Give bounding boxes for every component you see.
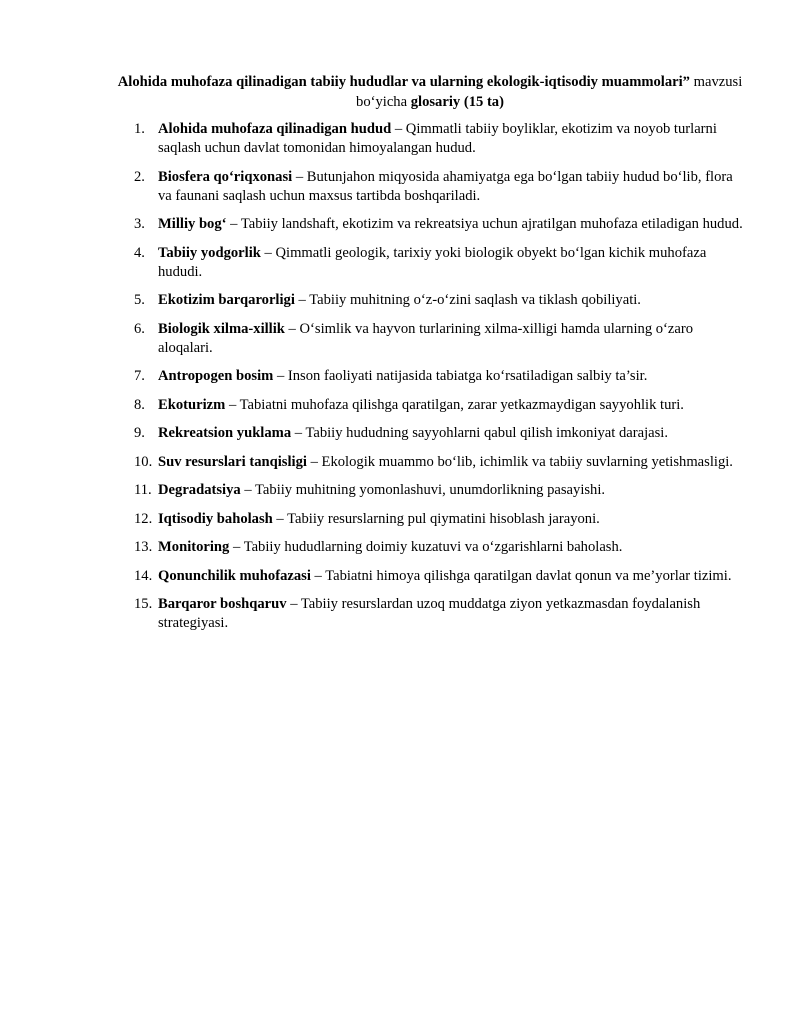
glossary-term: Alohida muhofaza qilinadigan hudud (158, 121, 392, 137)
glossary-item-number: 15. (134, 596, 153, 612)
glossary-item (0, 396, 800, 415)
glossary-term: Antropogen bosim (158, 368, 274, 384)
glossary-term: Ekotizim barqarorligi (158, 292, 295, 308)
glossary-definition: – Tabiatni himoya qilishga qaratilgan davlat qonun va me’yorlar tizimi. (310, 567, 732, 584)
glossary-term: Barqaror boshqaruv (158, 596, 287, 612)
glossary-item-number: 11. (134, 482, 152, 498)
glossary-item-number: 8. (134, 396, 145, 413)
glossary-item (0, 367, 800, 386)
glossary-list (0, 120, 800, 643)
document-title (100, 73, 760, 112)
glossary-item-number: 13. (134, 539, 153, 555)
glossary-item-number: 9. (134, 425, 145, 441)
glossary-item (0, 320, 800, 358)
glossary-item (0, 168, 800, 206)
glossary-definition: – Ekologik muammo bo‘lib, ichimlik va tabiiy suvlarning yetishmasligi. (306, 453, 733, 470)
glossary-item (0, 538, 800, 557)
glossary-definition: – Tabiatni muhofaza qilishga qaratilgan, zarar yetkazmaydigan sayyohlik turi. (225, 396, 684, 413)
glossary-item-number: 4. (134, 244, 145, 261)
glossary-item-number: 10. (134, 453, 153, 470)
glossary-item (0, 244, 800, 282)
glossary-definition: – Tabiiy resurslardan uzoq muddatga ziyon yetkazmasdan foydalanish strategiyasi. (158, 596, 701, 631)
glossary-definition: – Tabiiy muhitning o‘z-o‘zini saqlash va tiklash qobiliyati. (294, 292, 641, 308)
glossary-term: Tabiiy yodgorlik (158, 244, 261, 261)
glossary-term: Iqtisodiy baholash (158, 510, 273, 527)
title-normal-part: mavzusi bo‘yicha (356, 74, 743, 110)
glossary-item (0, 120, 800, 158)
glossary-item-number: 3. (134, 216, 145, 232)
glossary-term: Qonunchilik muhofazasi (158, 567, 311, 584)
glossary-term: Suv resurslari tanqisligi (158, 453, 307, 470)
glossary-definition: – Inson faoliyati natijasida tabiatga ko‘rsatiladigan salbiy ta’sir. (273, 368, 648, 384)
glossary-definition: – Butunjahon miqyosida ahamiyatga ega bo‘lgan tabiiy hudud bo‘lib, flora va faunani saqlash uchun maxsus tartibda boshqariladi. (158, 168, 733, 204)
glossary-definition: – Tabiiy hududning sayyohlarni qabul qilish imkoniyat darajasi. (291, 425, 669, 441)
glossary-item-number: 2. (134, 168, 145, 185)
title-bold-tail: glosariy (15 ta) (410, 93, 504, 110)
glossary-definition: – Tabiiy landshaft, ekotizim va rekreatsiya uchun ajratilgan muhofaza etiladigan hudud. (226, 216, 743, 232)
glossary-term: Degradatsiya (158, 482, 241, 498)
glossary-item (0, 424, 800, 443)
glossary-item-number: 14. (134, 567, 153, 584)
glossary-definition: – Qimmatli geologik, tarixiy yoki biologik obyekt bo‘lgan kichik muhofaza hududi. (158, 244, 707, 280)
glossary-term: Biologik xilma-xillik (158, 320, 285, 337)
glossary-item-number: 7. (134, 368, 145, 384)
title-bold-part: Alohida muhofaza qilinadigan tabiiy hududlar va ularning ekologik-iqtisodiy muammolari” (117, 74, 690, 90)
glossary-item-number: 1. (134, 121, 145, 137)
glossary-item (0, 291, 800, 310)
glossary-term: Biosfera qo‘riqxonasi (158, 168, 293, 185)
glossary-term: Milliy bog‘ (158, 216, 227, 232)
glossary-item-number: 6. (134, 320, 145, 337)
glossary-item (0, 453, 800, 472)
glossary-item (0, 510, 800, 529)
glossary-item-number: 5. (134, 292, 145, 308)
glossary-definition: – Tabiiy hududlarning doimiy kuzatuvi va o‘zgarishlarni baholash. (229, 539, 623, 555)
glossary-definition: – Tabiiy muhitning yomonlashuvi, unumdorlikning pasayishi. (240, 482, 606, 498)
glossary-item-number: 12. (134, 510, 153, 527)
glossary-item (0, 595, 800, 633)
glossary-definition: – Qimmatli tabiiy boyliklar, ekotizim va noyob turlarni saqlash uchun davlat tomonidan himoyalangan hudud. (158, 121, 717, 156)
glossary-item (0, 567, 800, 586)
glossary-term: Ekoturizm (158, 396, 226, 413)
glossary-item (0, 481, 800, 500)
glossary-definition: – Tabiiy resurslarning pul qiymatini hisoblash jarayoni. (272, 510, 600, 527)
glossary-term: Monitoring (158, 539, 230, 555)
glossary-item (0, 215, 800, 234)
glossary-term: Rekreatsion yuklama (158, 425, 292, 441)
glossary-definition: – O‘simlik va hayvon turlarining xilma-xilligi hamda ularning o‘zaro aloqalari. (158, 320, 694, 356)
